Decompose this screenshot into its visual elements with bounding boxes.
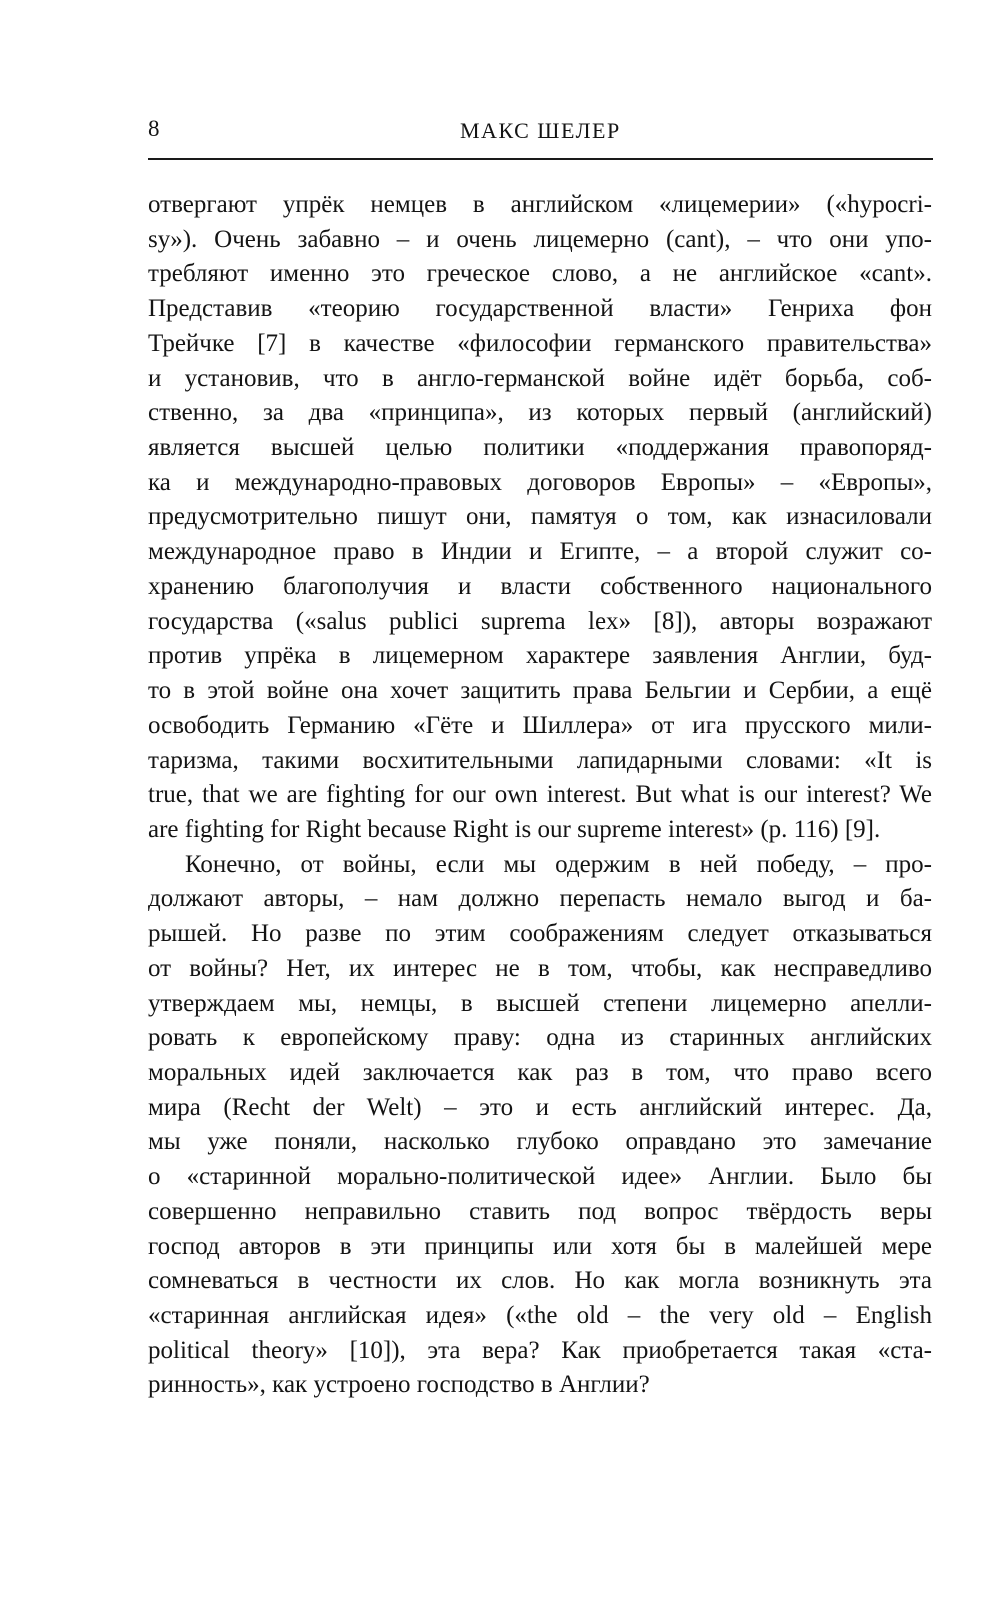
text-line: ка и международно-правовых договоров Европы» – «Европы», xyxy=(148,468,932,496)
text-line: освободить Германию «Гёте и Шиллера» от ига прусского мили- xyxy=(148,711,932,739)
text-line: Конечно, от войны, если мы одержим в ней победу, – про- xyxy=(185,850,932,878)
text-line: сомневаться в честности их слов. Но как могла возникнуть эта xyxy=(148,1267,932,1295)
text-line: таризма, такими восхитительными лапидарными словами: «It is xyxy=(148,746,932,774)
text-line: хранению благополучия и власти собственного национального xyxy=(148,572,932,600)
text-line: является высшей целью политики «поддержания правопоряд- xyxy=(148,434,932,462)
text-line: предусмотрительно пишут они, памятуя о том, как изнасиловали xyxy=(148,503,932,531)
text-line: о «старинной морально-политической идее» Англии. Было бы xyxy=(148,1163,932,1191)
text-line: господ авторов в эти принципы или хотя бы в малейшей мере xyxy=(148,1232,932,1260)
text-line: и установив, что в англо-германской войне идёт борьба, соб- xyxy=(148,364,932,392)
text-line: political theory» [10]), эта вера? Как приобретается такая «ста- xyxy=(148,1336,932,1364)
text-line: утверждаем мы, немцы, в высшей степени лицемерно апелли- xyxy=(148,989,932,1017)
running-title: МАКС ШЕЛЕР xyxy=(460,118,621,143)
text-line: международное право в Индии и Египте, – а второй служит со- xyxy=(148,538,932,566)
text-line: против упрёка в лицемерном характере заявления Англии, буд- xyxy=(148,642,932,670)
text-line: Трейчке [7] в качестве «философии германского правительства» xyxy=(148,329,932,357)
text-line: are fighting for Right because Right is our supreme interest» (p. 116) [9]. xyxy=(148,815,881,843)
text-line: должают авторы, – нам должно перепасть немало выгод и ба- xyxy=(148,885,932,913)
text-line: от войны? Нет, их интерес не в том, чтобы, как несправедливо xyxy=(148,954,932,982)
text-line: отвергают упрёк немцев в английском «лицемерии» («hypocri- xyxy=(148,191,932,218)
text-line: требляют именно это греческое слово, а не английское «cant». xyxy=(148,260,932,288)
page-number: 8 xyxy=(148,116,160,141)
text-line: то в этой войне она хочет защитить права Бельгии и Сербии, а ещё xyxy=(148,677,932,705)
running-head xyxy=(148,112,932,152)
text-line: ровать к европейскому праву: одна из старинных английских xyxy=(148,1024,932,1052)
body-text xyxy=(148,188,932,1403)
text-line: государства («salus publici suprema lex» [8]), авторы возражают xyxy=(148,607,932,635)
text-line: true, that we are fighting for our own interest. But what is our interest? We xyxy=(148,781,932,809)
text-line: рышей. Но разве по этим соображениям следует отказываться xyxy=(148,920,932,948)
text-line: ринность», как устроено господство в Англии? xyxy=(148,1371,650,1399)
text-line: моральных идей заключается как раз в том, что право всего xyxy=(148,1058,932,1086)
text-line: «старинная английская идея» («the old – the very old – English xyxy=(148,1302,932,1329)
text-line: совершенно неправильно ставить под вопрос твёрдость веры xyxy=(148,1197,932,1225)
text-line: sy»). Очень забавно – и очень лицемерно (cant), – что они упо- xyxy=(148,225,932,253)
text-line: ственно, за два «принципа», из которых первый (английский) xyxy=(148,399,932,427)
text-line: Представив «теорию государственной власти» Генриха фон xyxy=(148,295,932,323)
header-rule xyxy=(148,158,933,160)
text-line: мы уже поняли, насколько глубоко оправдано это замечание xyxy=(148,1128,932,1156)
text-line: мира (Recht der Welt) – это и есть английский интерес. Да, xyxy=(148,1093,932,1121)
